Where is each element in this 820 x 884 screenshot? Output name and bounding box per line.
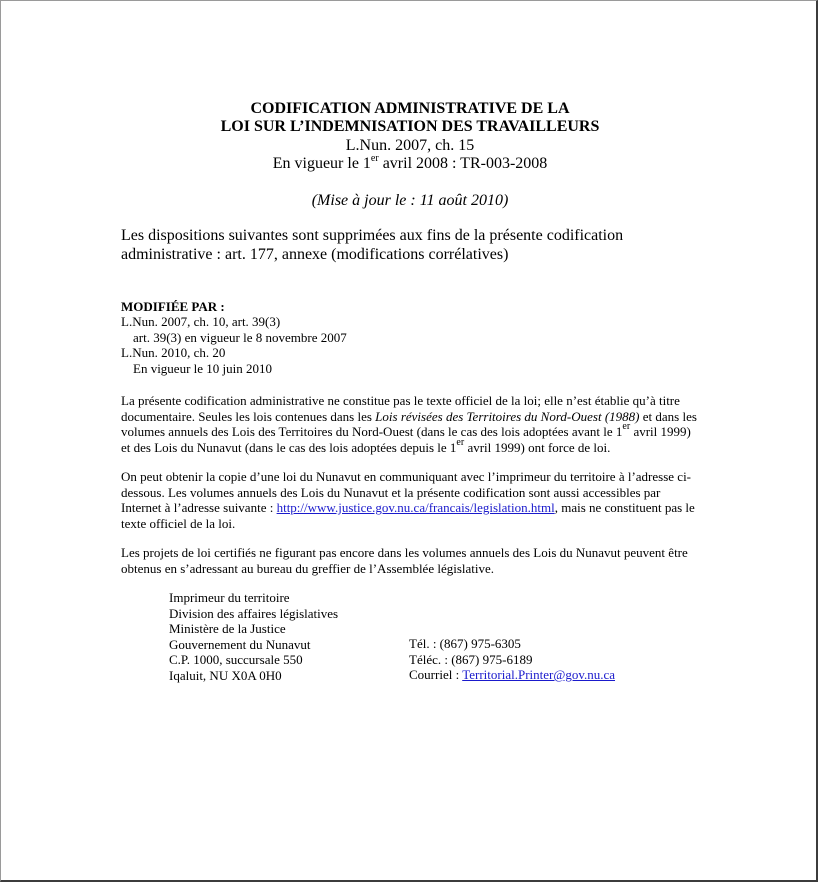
title-line-2: LOI SUR L’INDEMNISATION DES TRAVAILLEURS (220, 118, 600, 135)
amendment-item: L.Nun. 2010, ch. 20 (121, 345, 226, 361)
access-paragraph: On peut obtenir la copie d’une loi du Nunavut en communiquant avec l’imprimeur du territoire à l’adresse ci-dessous. Les volumes annuels des Lois du Nunavut et la présente codification sont aussi accessibles par Internet à l’adresse suivante : http://www.justice.gov.nu.ca/francais/legislation.html, mais ne constituent pas le texte officiel de la loi. (121, 469, 695, 531)
title-line-1: CODIFICATION ADMINISTRATIVE DE LA (250, 100, 570, 117)
amendment-item: L.Nun. 2007, ch. 10, art. 39(3) (121, 314, 281, 330)
address-block (169, 590, 338, 683)
email-link[interactable]: Territorial.Printer@gov.nu.ca (462, 667, 616, 682)
amendment-detail: art. 39(3) en vigueur le 8 novembre 2007 (133, 329, 347, 345)
address-line: Gouvernement du Nunavut (169, 636, 311, 652)
revised-statutes-title: Lois révisées des Territoires du Nord-Ouest (1988) (375, 408, 640, 424)
phone: Tél. : (867) 975-6305 (409, 636, 521, 651)
address-line: C.P. 1000, succursale 550 (169, 652, 303, 667)
updated-date: (Mise à jour le : 11 août 2010) (311, 192, 509, 209)
fax: Téléc. : (867) 975-6189 (409, 651, 533, 667)
in-force-line: En vigueur le 1er avril 2008 : TR-003-2008 (272, 153, 548, 172)
legislation-link[interactable]: http://www.justice.gov.nu.ca/francais/legislation.html (276, 500, 555, 515)
intro-paragraph: Les dispositions suivantes sont supprimées aux fins de la présente codification administrative : art. 177, annexe (modifications corrélatives) (121, 227, 624, 263)
address-line: Division des affaires législatives (169, 605, 339, 621)
email-line: Courriel : Territorial.Printer@gov.nu.ca (409, 667, 616, 682)
address-line: Iqaluit, NU X0A 0H0 (169, 667, 282, 683)
address-line: Ministère de la Justice (169, 621, 286, 636)
address-line: Imprimeur du territoire (169, 590, 290, 605)
bills-paragraph: Les projets de loi certifiés ne figurant pas encore dans les volumes annuels des Lois du Nunavut peuvent être obtenus en s’adressant au bureau du greffier de l’Assemblée législative. (121, 545, 688, 576)
amendment-detail: En vigueur le 10 juin 2010 (133, 360, 273, 376)
disclaimer-paragraph: La présente codification administrative ne constitue pas le texte officiel de la loi; elle n’est établie qu’à titre documentaire. Seules les lois contenues dans les Lois révisées des Territoires du Nord-Ouest (1988) et dans les volumes annuels des Lois des Territoires du Nord-Ouest (dans le cas des lois adoptées avant le 1er avril 1999) et des Lois du Nunavut (dans le cas des lois adoptées depuis le 1er avril 1999) ont force de loi. (121, 393, 697, 455)
amendments-block (121, 299, 347, 376)
citation: L.Nun. 2007, ch. 15 (345, 137, 475, 154)
amendments-title: MODIFIÉE PAR : (121, 299, 225, 314)
contact-block (409, 636, 615, 683)
